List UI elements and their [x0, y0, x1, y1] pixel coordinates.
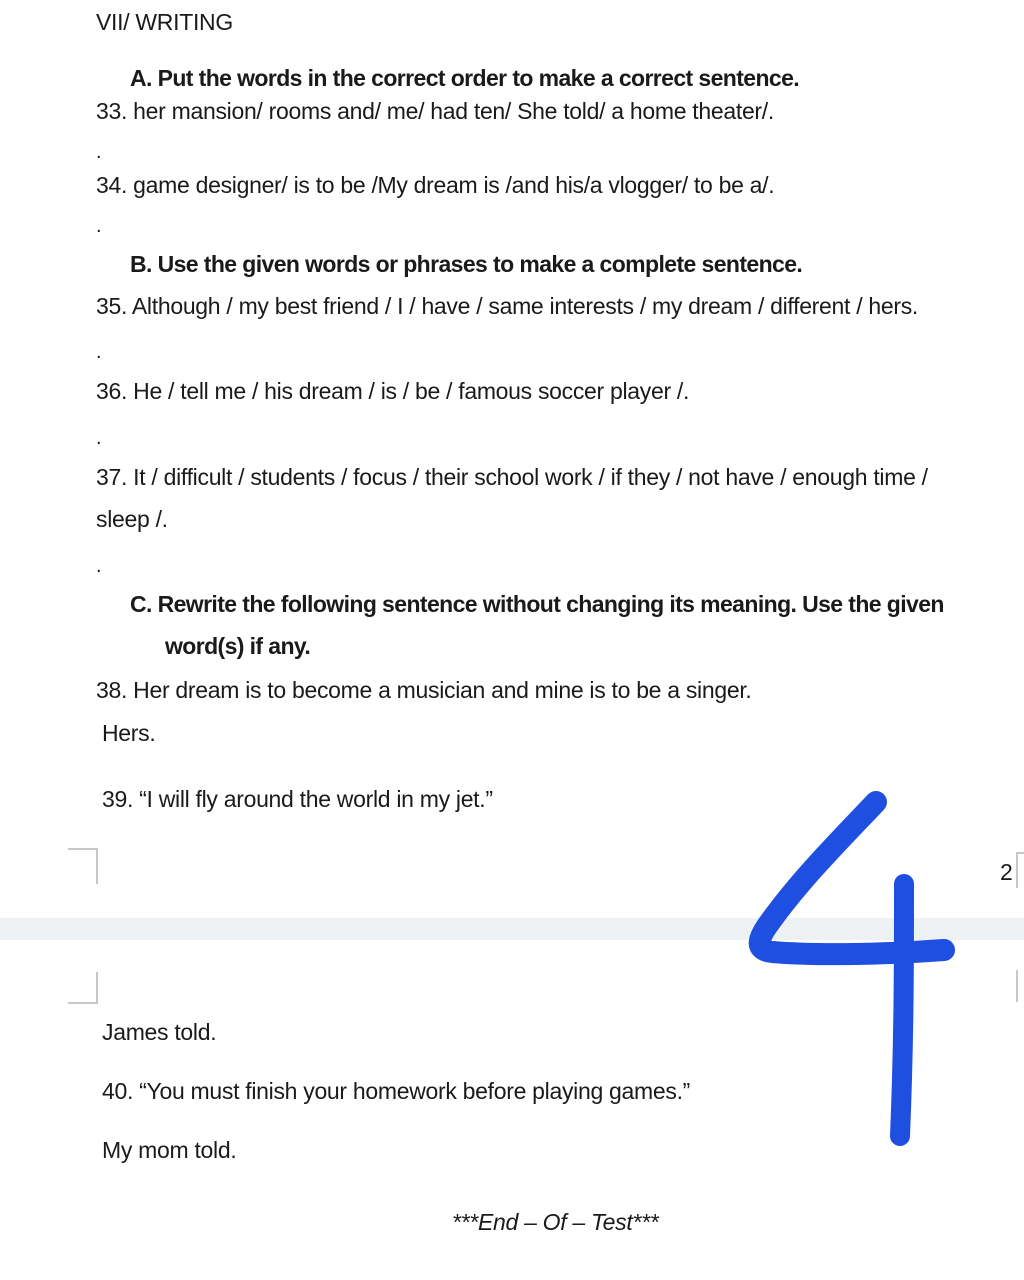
answer-line-34: .: [96, 215, 102, 237]
question-37-continued: sleep /.: [96, 506, 168, 532]
section-title: VII/ WRITING: [96, 9, 233, 35]
question-35: 35. Although / my best friend / I / have / same interests / my dream / different / hers.: [96, 293, 919, 319]
question-33: 33. her mansion/ rooms and/ me/ had ten/ She told/ a home theater/.: [96, 98, 774, 124]
question-37: 37. It / difficult / students / focus / their school work / if they / not have / enough time /: [96, 464, 928, 490]
question-39: 39. “I will fly around the world in my jet.”: [102, 786, 493, 812]
crop-mark-bottom: [68, 972, 98, 1004]
part-b-heading: B. Use the given words or phrases to make a complete sentence.: [130, 251, 803, 277]
crop-mark-right-bottom: [1016, 970, 1024, 1002]
answer-prompt-39: James told.: [102, 1019, 217, 1045]
part-a-heading: A. Put the words in the correct order to make a correct sentence.: [130, 65, 800, 91]
question-38: 38. Her dream is to become a musician and mine is to be a singer.: [96, 677, 752, 703]
part-c-heading: C. Rewrite the following sentence without changing its meaning. Use the given: [130, 591, 944, 617]
crop-mark-right-top: [1016, 852, 1024, 888]
answer-line-33: .: [96, 141, 102, 163]
handwritten-stroke-vertical: [900, 884, 904, 1136]
page-number: 2: [1000, 859, 1013, 885]
question-34: 34. game designer/ is to be /My dream is /and his/a vlogger/ to be a/.: [96, 172, 775, 198]
answer-line-37: .: [96, 555, 102, 577]
end-of-test: ***End – Of – Test***: [452, 1209, 659, 1235]
answer-line-35: .: [96, 341, 102, 363]
handwritten-stroke-diagonal: [760, 802, 944, 954]
part-c-heading-continued: word(s) if any.: [165, 633, 311, 659]
handwritten-four-mark: [740, 780, 970, 1160]
answer-prompt-38: Hers.: [102, 720, 156, 746]
crop-mark-top: [68, 848, 98, 884]
question-36: 36. He / tell me / his dream / is / be / famous soccer player /.: [96, 378, 690, 404]
answer-line-36: .: [96, 427, 102, 449]
question-40: 40. “You must finish your homework before playing games.”: [102, 1078, 691, 1104]
answer-prompt-40: My mom told.: [102, 1137, 237, 1163]
